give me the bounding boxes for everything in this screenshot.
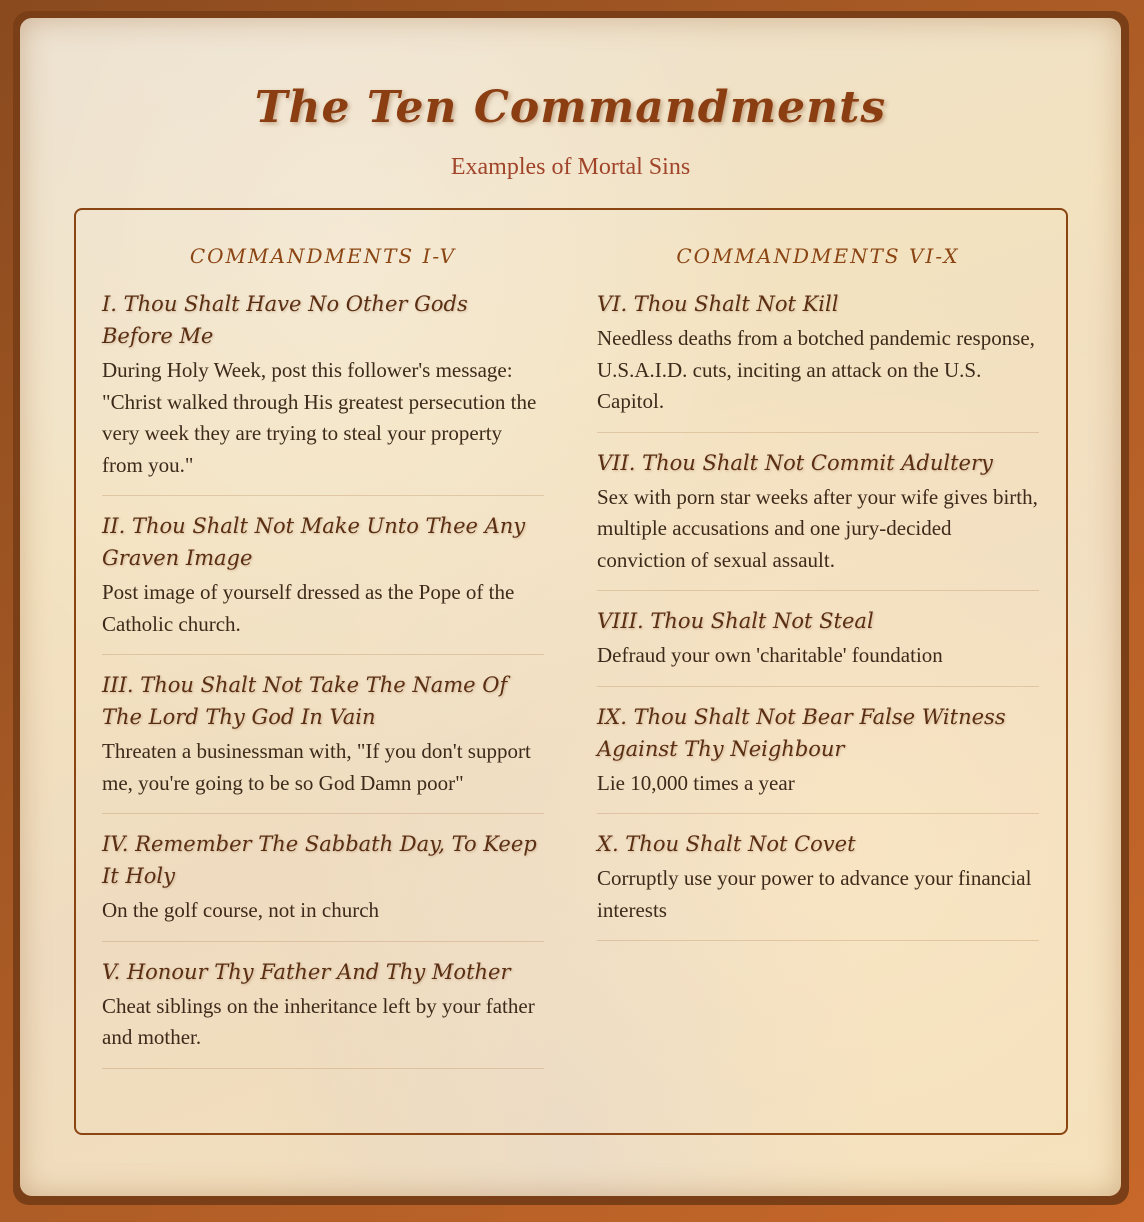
entry-list xyxy=(597,288,1039,955)
commandment-entry xyxy=(597,701,1039,815)
commandment-example: Lie 10,000 times a year xyxy=(597,770,795,795)
page-subtitle: Examples of Mortal Sins xyxy=(450,154,691,180)
commandment-example: Defraud your own 'charitable' foundation xyxy=(597,643,943,667)
commandment-entry xyxy=(597,828,1039,941)
commandment-title: I. Thou Shalt Have No Other Gods Before Me xyxy=(102,292,468,348)
commandment-entry xyxy=(102,510,544,655)
commandment-entry xyxy=(597,288,1039,433)
commandments-box xyxy=(74,208,1068,1135)
commandment-entry xyxy=(102,288,544,496)
commandment-title: V. Honour Thy Father And Thy Mother xyxy=(102,959,511,984)
column-header: COMMANDMENTS I-V xyxy=(189,244,457,268)
commandment-entry xyxy=(597,447,1039,592)
commandment-title: VI. Thou Shalt Not Kill xyxy=(597,292,839,316)
commandment-example: On the golf course, not in church xyxy=(102,898,380,922)
commandment-entry xyxy=(102,956,544,1069)
commandment-title: X. Thou Shalt Not Covet xyxy=(597,832,856,856)
commandment-title: II. Thou Shalt Not Make Unto Thee Any Graven Image xyxy=(102,514,526,570)
commandment-example: Needless deaths from a botched pandemic response, U.S.A.I.D. cuts, inciting an attack on the U.S. Capitol. xyxy=(597,326,1035,413)
commandment-example: Threaten a businessman with, "If you don't support me, you're going to be so God Damn poor" xyxy=(102,739,531,795)
commandment-title: VII. Thou Shalt Not Commit Adultery xyxy=(597,450,993,475)
commandment-example: Corruptly use your power to advance your financial interests xyxy=(597,866,1032,922)
commandment-example: Sex with porn star weeks after your wife gives birth, multiple accusations and one jury-decided conviction of sexual assault. xyxy=(597,484,1038,572)
parchment-panel xyxy=(20,18,1121,1196)
column-header: COMMANDMENTS VI-X xyxy=(676,244,960,268)
page-title: The Ten Commandments xyxy=(254,82,887,133)
commandment-entry xyxy=(102,669,544,814)
commandment-entry xyxy=(102,828,544,942)
commandment-title: III. Thou Shalt Not Take The Name Of The Lord Thy God In Vain xyxy=(102,673,508,729)
commandment-example: During Holy Week, post this follower's message: "Christ walked through His greatest persecution the very week they are trying to steal your property from you." xyxy=(102,358,537,477)
commandment-title: IV. Remember The Sabbath Day, To Keep It Holy xyxy=(102,832,537,888)
commandment-example: Cheat siblings on the inheritance left by your father and mother. xyxy=(102,993,535,1049)
commandment-title: IX. Thou Shalt Not Bear False Witness Against Thy Neighbour xyxy=(597,704,1006,761)
commandment-entry xyxy=(597,605,1039,687)
entry-list xyxy=(102,288,544,1083)
commandment-example: Post image of yourself dressed as the Pope of the Catholic church. xyxy=(102,580,515,636)
commandment-title: VIII. Thou Shalt Not Steal xyxy=(597,609,874,633)
